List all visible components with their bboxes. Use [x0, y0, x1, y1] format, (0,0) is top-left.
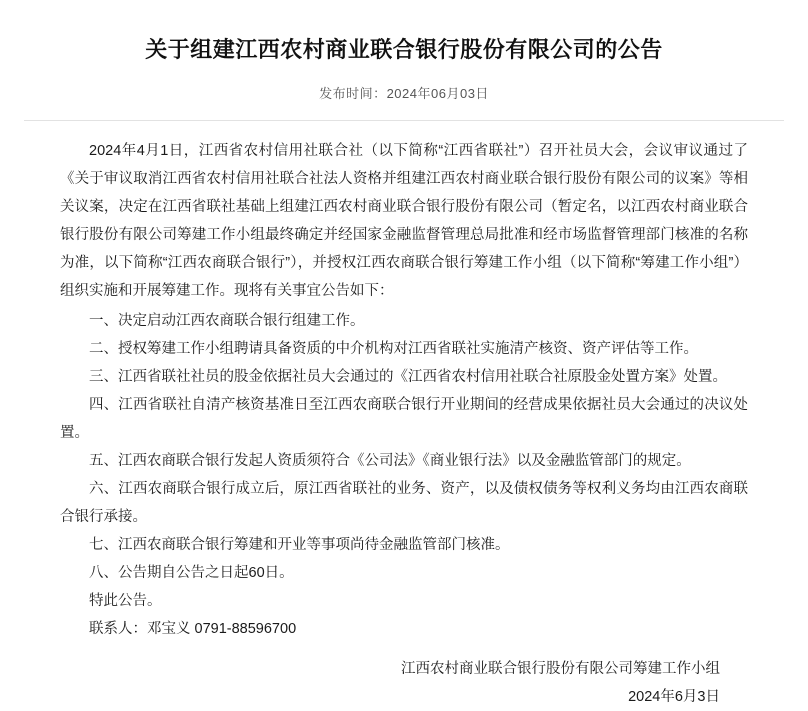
list-item: 六、江西农商联合银行成立后，原江西省联社的业务、资产，以及债权债务等权利义务均由江西农商联合银行承接。	[60, 480, 748, 525]
list-item: 七、江西农商联合银行筹建和开业等事项尚待金融监管部门核准。	[89, 536, 510, 553]
list-item: 四、江西省联社自清产核资基准日至江西农商联合银行开业期间的经营成果依据社员大会通过的决议处置。	[60, 396, 748, 441]
intro-paragraph: 2024年4月1日，江西省农村信用社联合社（以下简称“江西省联社”）召开社员大会，会议审议通过了《关于审议取消江西省农村信用社联合社法人资格并组建江西农村商业联合银行股份有限公司的议案》等相关议案，决定在江西省联社基础上组建江西农村商业联合银行股份有限公司（暂定名，以江西农村商业联合银行股份有限公司筹建工作小组最终确定并经国家金融监督管理总局批准和经市场监督管理部门核准的名称为准，以下简称“江西农商联合银行”），并授权江西农商联合银行筹建工作小组（以下简称“筹建工作小组”）组织实施和开展筹建工作。现将有关事宜公告如下：	[60, 142, 748, 299]
signature-organization: 江西农村商业联合银行股份有限公司筹建工作小组	[401, 660, 720, 677]
closing-statement: 特此公告。	[89, 592, 162, 609]
list-item: 二、授权筹建工作小组聘请具备资质的中介机构对江西省联社实施清产核资、资产评估等工作。	[89, 340, 698, 357]
announcement-page	[0, 15, 808, 705]
publish-time: 发布时间：2024年06月03日	[319, 85, 489, 101]
contact-line: 联系人：邓宝义 0791-88596700	[89, 620, 297, 637]
list-item: 三、江西省联社社员的股金依据社员大会通过的《江西省农村信用社联合社原股金处置方案》处置。	[89, 368, 727, 385]
page-title: 关于组建江西农村商业联合银行股份有限公司的公告	[145, 36, 663, 62]
document-body	[0, 121, 808, 711]
list-item: 八、公告期自公告之日起60日。	[89, 564, 294, 581]
list-item: 一、决定启动江西农商联合银行组建工作。	[89, 312, 365, 329]
signature-block	[60, 655, 748, 711]
list-item: 五、江西农商联合银行发起人资质须符合《公司法》《商业银行法》以及金融监管部门的规定。	[89, 452, 691, 469]
signature-date: 2024年6月3日	[628, 688, 720, 705]
